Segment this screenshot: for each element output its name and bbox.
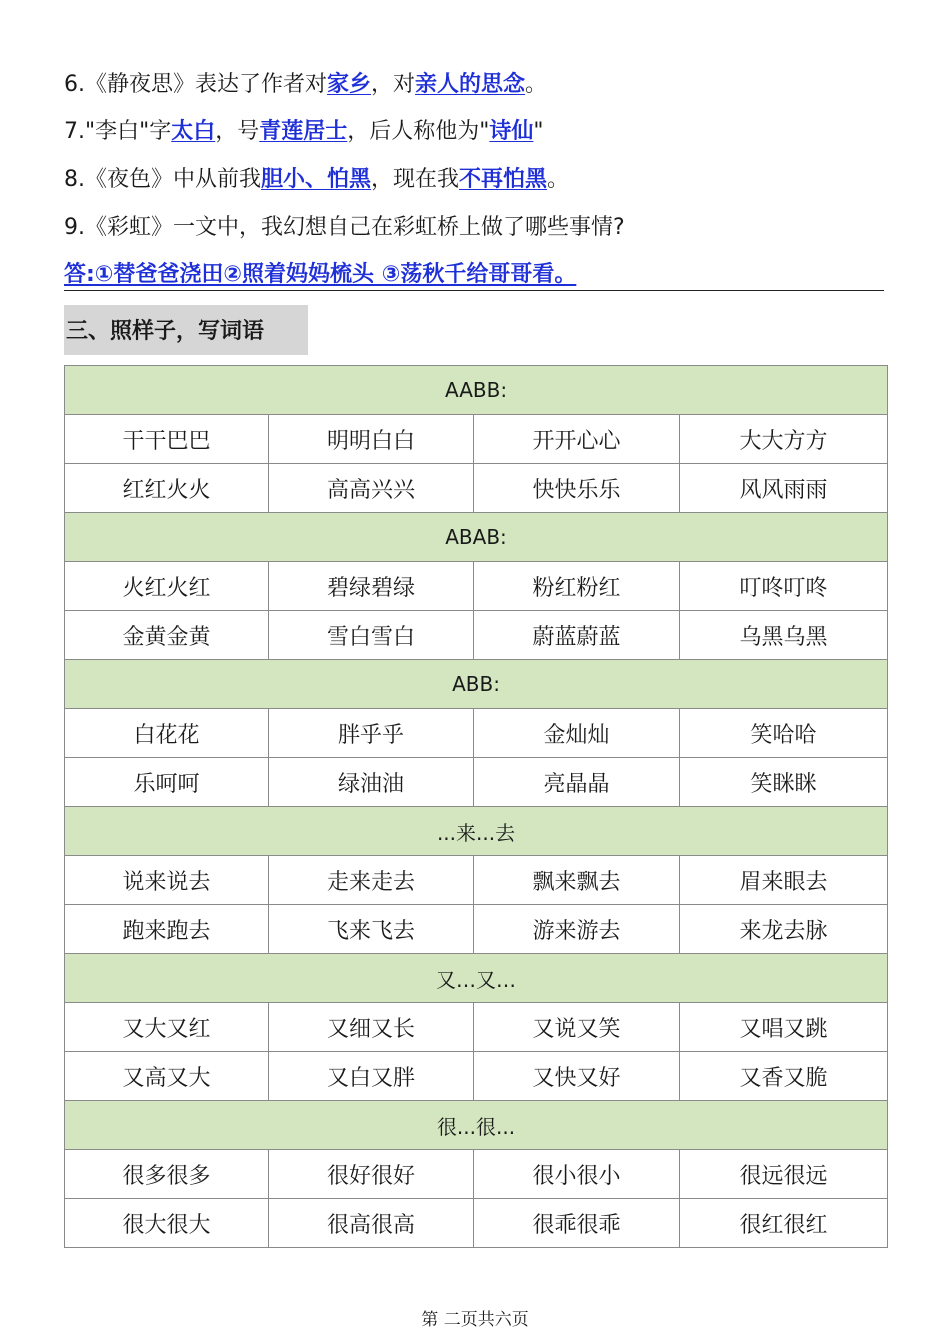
word-cell: 笑哈哈 [680, 709, 888, 758]
word-cell: 大大方方 [680, 415, 888, 464]
word-row [65, 1199, 888, 1248]
group-header-row [65, 954, 888, 1003]
word-cell: 碧绿碧绿 [269, 562, 474, 611]
word-cell: 粉红粉红 [474, 562, 680, 611]
word-row [65, 562, 888, 611]
word-cell: 又唱又跳 [680, 1003, 888, 1052]
word-row [65, 758, 888, 807]
q7-text-4: " [533, 119, 544, 144]
word-cell: 笑眯眯 [680, 758, 888, 807]
q8-text-2: ，现在我 [371, 167, 460, 192]
q7-answer-3: 诗仙 [489, 119, 534, 144]
word-cell: 白花花 [65, 709, 269, 758]
q9-text: 9.《彩虹》一文中，我幻想自己在彩虹桥上做了哪些事情? [64, 215, 625, 240]
word-row [65, 415, 888, 464]
group-header-row [65, 513, 888, 562]
word-cell: 火红火红 [65, 562, 269, 611]
word-cell: 开开心心 [474, 415, 680, 464]
word-cell: 又高又大 [65, 1052, 269, 1101]
word-cell: 胖乎乎 [269, 709, 474, 758]
word-cell: 高高兴兴 [269, 464, 474, 513]
word-cell: 又细又长 [269, 1003, 474, 1052]
group-header: ...来...去 [65, 807, 888, 856]
q8-text-3: 。 [547, 167, 570, 192]
word-cell: 飞来飞去 [269, 905, 474, 954]
group-header: 很...很... [65, 1101, 888, 1150]
q7-answer-2: 青莲居士 [259, 119, 348, 144]
word-cell: 很多很多 [65, 1150, 269, 1199]
word-cell: 很好很好 [269, 1150, 474, 1199]
word-row [65, 1052, 888, 1101]
word-table-body [65, 366, 888, 1248]
q6-answer-1: 家乡 [327, 72, 372, 97]
word-cell: 又大又红 [65, 1003, 269, 1052]
word-cell: 叮咚叮咚 [680, 562, 888, 611]
q6-text-2: ，对 [371, 72, 416, 97]
q7-answer-1: 太白 [171, 119, 216, 144]
question-8 [64, 165, 569, 195]
group-header: ABB: [65, 660, 888, 709]
group-header-row [65, 1101, 888, 1150]
word-cell: 游来游去 [474, 905, 680, 954]
q6-text-1: 6.《静夜思》表达了作者对 [64, 72, 327, 97]
word-cell: 很小很小 [474, 1150, 680, 1199]
q7-text-2: ，号 [215, 119, 260, 144]
question-9 [64, 213, 625, 243]
word-cell: 很远很远 [680, 1150, 888, 1199]
q8-answer-2: 不再怕黑 [459, 167, 548, 192]
word-cell: 很高很高 [269, 1199, 474, 1248]
answer-9-line [64, 260, 884, 291]
q7-text-3: ，后人称他为" [347, 119, 490, 144]
word-cell: 红红火火 [65, 464, 269, 513]
q8-answer-1: 胆小、怕黑 [261, 167, 372, 192]
word-cell: 说来说去 [65, 856, 269, 905]
word-row [65, 611, 888, 660]
word-cell: 走来走去 [269, 856, 474, 905]
question-6 [64, 70, 547, 100]
group-header: AABB: [65, 366, 888, 415]
word-cell: 乐呵呵 [65, 758, 269, 807]
word-cell: 很乖很乖 [474, 1199, 680, 1248]
word-cell: 乌黑乌黑 [680, 611, 888, 660]
group-header-row [65, 807, 888, 856]
word-cell: 干干巴巴 [65, 415, 269, 464]
word-cell: 跑来跑去 [65, 905, 269, 954]
word-cell: 又香又脆 [680, 1052, 888, 1101]
word-cell: 又说又笑 [474, 1003, 680, 1052]
word-row [65, 1150, 888, 1199]
word-cell: 蔚蓝蔚蓝 [474, 611, 680, 660]
word-cell: 快快乐乐 [474, 464, 680, 513]
word-row [65, 905, 888, 954]
word-cell: 亮晶晶 [474, 758, 680, 807]
word-cell: 飘来飘去 [474, 856, 680, 905]
word-table [64, 365, 888, 1248]
word-cell: 来龙去脉 [680, 905, 888, 954]
group-header-row [65, 366, 888, 415]
word-cell: 又白又胖 [269, 1052, 474, 1101]
section-title [64, 305, 308, 355]
section-title-text: 三、照样子，写词语 [66, 319, 265, 344]
q6-answer-2: 亲人的思念 [415, 72, 526, 97]
word-cell: 风风雨雨 [680, 464, 888, 513]
word-row [65, 464, 888, 513]
page-footer: 第 二页共六页 [421, 1310, 529, 1330]
answer-9: 答:①替爸爸浇田②照着妈妈梳头 ③荡秋千给哥哥看。 [64, 262, 577, 287]
word-row [65, 856, 888, 905]
word-cell: 又快又好 [474, 1052, 680, 1101]
group-header-row [65, 660, 888, 709]
word-cell: 金灿灿 [474, 709, 680, 758]
q6-text-3: 。 [525, 72, 548, 97]
word-cell: 明明白白 [269, 415, 474, 464]
word-cell: 绿油油 [269, 758, 474, 807]
word-row [65, 709, 888, 758]
word-row [65, 1003, 888, 1052]
q8-text-1: 8.《夜色》中从前我 [64, 167, 261, 192]
q7-text-1: 7."李白"字 [64, 119, 172, 144]
word-cell: 很红很红 [680, 1199, 888, 1248]
group-header: ABAB: [65, 513, 888, 562]
question-7 [64, 117, 544, 147]
word-cell: 眉来眼去 [680, 856, 888, 905]
word-cell: 雪白雪白 [269, 611, 474, 660]
word-cell: 很大很大 [65, 1199, 269, 1248]
group-header: 又…又… [65, 954, 888, 1003]
word-cell: 金黄金黄 [65, 611, 269, 660]
